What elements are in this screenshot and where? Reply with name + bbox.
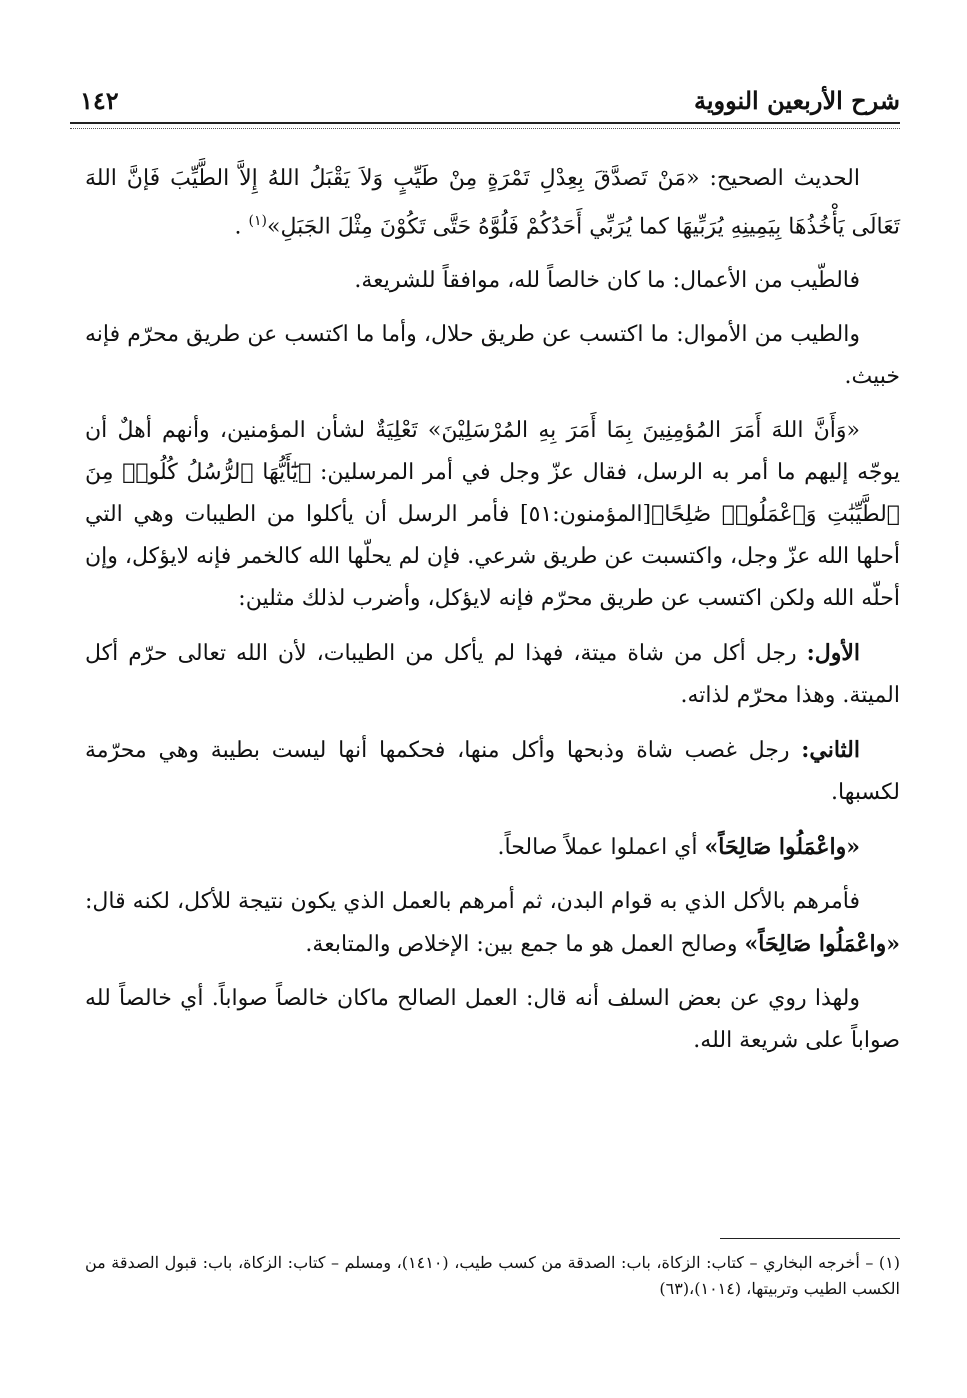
paragraph-text: «وَأَنَّ اللهَ أَمَرَ المُؤمِنِينَ بِمَا أَمَرَ بِهِ المُرْسَلِيْنَ» تَعْلِيَةٌ لشأن المؤمنين، وأنهم أهلٌ أن يوجّه إليهم ما أمر به الرسل، فقال عزّ وجل في أمر المرسلين: ﴿يَٰٓأَيُّهَا ٱلرُّسُلُ كُلُوا۟ مِنَ ٱلطَّيِّبَٰتِ وَٱعْمَلُوا۟ صَٰلِحًا﴾[المؤمنون:٥١] فأمر الرسل أن يأكلوا من الطيبات وهي التي أحلها الله عزّ وجل، واكتسبت عن طريق شرعي. فإن لم يحلّها الله كالخمر فإنه لايؤكل، وإن أحلّه الله ولكن اكتسب عن طريق محرّم فإنه لايؤكل، وأضرب لذلك مثلين: — [85, 418, 900, 612]
page-header — [70, 70, 900, 120]
paragraph-text: والطيب من الأموال: ما اكتسب عن طريق حلال، وأما ما اكتسب عن طريق محرّم فإنه خبيث. — [85, 322, 900, 390]
footnote-rule — [720, 1238, 900, 1239]
hadith-text: الحديث الصحيح: «مَنْ تَصدَّقَ بِعِدْلِ تَمْرَةٍ مِنْ طَيِّبٍ وَلاَ يَقْبَلُ اللهُ إِلاَّ الطَّيِّبَ فَإنَّ اللهَ تَعَالَى يَأْخُذُهَا بِيَمِينِهِ يُرَبِّيهَا كما يُرَبِّي أَحَدُكُمْ فَلُوَّهُ حَتَّى تَكُوْنَ مِثْلَ الجَبَلِ» — [85, 166, 900, 240]
page-number: ١٤٢ — [80, 86, 119, 115]
paragraph-first-example — [85, 632, 900, 717]
paragraph-salaf-quote — [85, 978, 900, 1062]
paragraph-bold-quote: «واعْمَلُوا صَالِحَاً» — [744, 931, 900, 958]
paragraph-text: فالطّيب من الأعمال: ما كان خالصاً لله، موافقاً للشريعة. — [354, 268, 860, 294]
hadith-tail: . — [234, 214, 249, 240]
paragraph-second-example — [85, 729, 900, 814]
paragraph-text: أي اعملوا عملاً صالحاً. — [497, 835, 705, 861]
paragraph-lead: الأول: — [806, 640, 861, 667]
paragraph-good-deeds — [85, 260, 900, 302]
paragraph-lead: الثاني: — [801, 737, 860, 764]
paragraph-righteous-deeds — [85, 826, 900, 869]
running-title: شرح الأربعين النووية — [693, 86, 900, 115]
paragraph-text: رجل غصب شاة وذبحها وأكل منها، فحكمها أنها ليست بطيبة وهي محرّمة لكسبها. — [85, 738, 900, 806]
paragraph-good-wealth — [85, 314, 900, 398]
paragraph-believers — [85, 410, 900, 620]
footnote-marker: (١) — [248, 213, 267, 229]
body-text — [85, 158, 900, 1074]
paragraph-hadith — [85, 158, 900, 248]
paragraph-text: فأمرهم بالأكل الذي به قوام البدن، ثم أمرهم بالعمل الذي يكون نتيجة للأكل، لكنه قال: — [85, 889, 860, 915]
paragraph-text: ولهذا روي عن بعض السلف أنه قال: العمل الصالح ماكان خالصاً صواباً. أي خالصاً لله صواباً على شريعة الله. — [85, 986, 900, 1054]
paragraph-tail: وصالح العمل هو ما جمع بين: الإخلاص والمتابعة. — [305, 932, 745, 958]
paragraph-eating-and-deeds — [85, 881, 900, 966]
footnote: (١) – أخرجه البخاري – كتاب: الزكاة، باب: الصدقة من كسب طيب، (١٤١٠)، ومسلم – كتاب: الزكاة، باب: قبول الصدقة من الكسب الطيب وتربيتها، (١٠١٤)،(٦٣) — [85, 1253, 900, 1298]
book-page — [70, 70, 900, 1330]
header-rule — [70, 122, 900, 129]
paragraph-text: رجل أكل من شاة ميتة، فهذا لم يأكل من الطيبات، لأن الله تعالى حرّم أكل الميتة. وهذا محرّم لذاته. — [85, 641, 900, 709]
paragraph-lead: «واعْمَلُوا صَالِحَاً» — [704, 834, 860, 861]
